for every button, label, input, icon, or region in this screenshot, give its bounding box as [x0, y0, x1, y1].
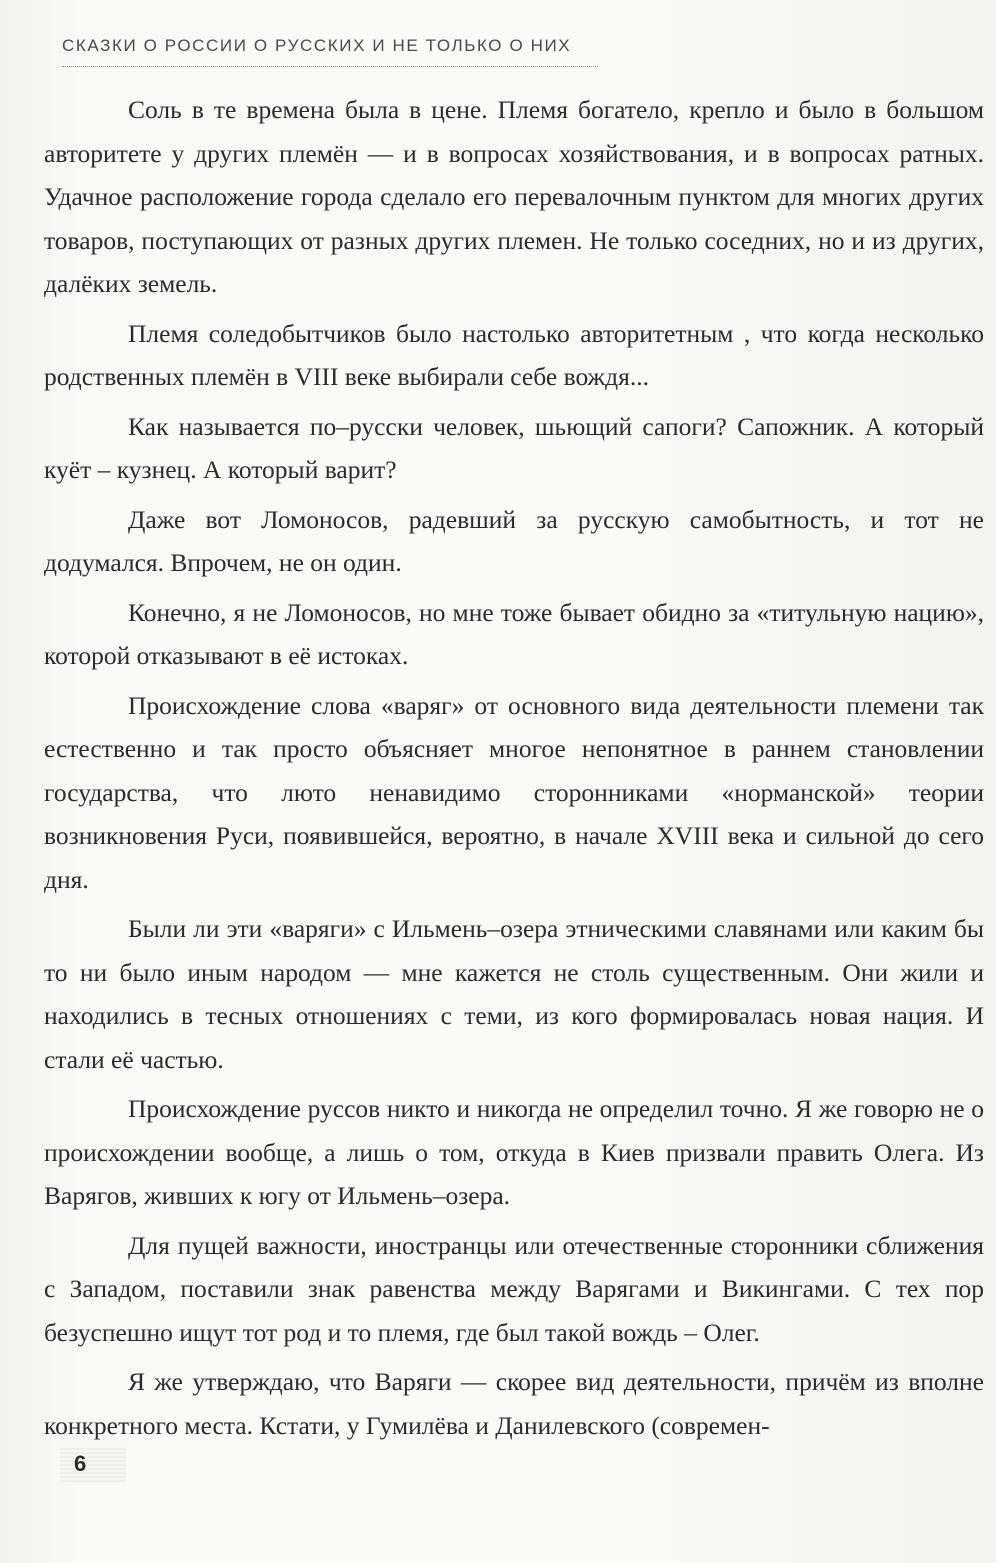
- paragraph: Происхождение слова «варяг» от основного вида деятельности племени так естественно и так просто объясняет многое непонятное в раннем становлении государства, что люто ненавидимо сторонниками «норманской» теории возникновения Руси, появившейся, вероятно, в начале XVIII века и сильной до сего дня.: [44, 690, 984, 894]
- running-header: СКАЗКИ О РОССИИ О РУССКИХ И НЕ ТОЛЬКО О НИХ: [62, 36, 572, 55]
- paragraph: Как называется по–русски человек, шьющий сапоги? Сапожник. А который куёт – кузнец. А который варит?: [44, 411, 984, 484]
- paragraph: Даже вот Ломоносов, радевший за русскую самобытность, и тот не додумался. Впрочем, не он один.: [44, 504, 984, 577]
- paragraph: Были ли эти «варяги» с Ильмень–озера этническими славянами или каким бы то ни было иным народом — мне кажется не столь существенным. Они жили и находились в тесных отношениях с теми, из кого формировалась новая нация. И стали её частью.: [44, 914, 984, 1074]
- paragraph: Племя соледобытчиков было настолько авторитетным , что когда несколько родственных племён в VIII веке выбирали себе вождя...: [44, 318, 984, 391]
- paragraph: Для пущей важности, иностранцы или отечественные сторонники сближения с Западом, поставили знак равенства между Варягами и Викингами. С тех пор безуспешно ищут тот род и то племя, где был такой вождь – Олег.: [44, 1230, 984, 1347]
- header-divider: [62, 66, 598, 67]
- page-number: 6: [60, 1446, 126, 1482]
- body-text: [44, 88, 984, 1447]
- paragraph: Соль в те времена была в цене. Племя богатело, крепло и было в большом авторитете у других племён — и в вопросах хозяйствования, и в вопросах ратных. Удачное расположение города сделало его перевалочным пунктом для многих других товаров, поступающих от разных других племен. Не только соседних, но и из других, далёких земель.: [44, 95, 984, 298]
- paragraph: Происхождение руссов никто и никогда не определил точно. Я же говорю не о происхождении вообще, а лишь о том, откуда в Киев призвали править Олега. Из Варягов, живших к югу от Ильмень–озера.: [44, 1094, 984, 1210]
- paragraph: Конечно, я не Ломоносов, но мне тоже бывает обидно за «титульную нацию», которой отказывают в её истоках.: [44, 597, 984, 670]
- paragraph: Я же утверждаю, что Варяги — скорее вид деятельности, причём из вполне конкретного места. Кстати, у Гумилёва и Данилевского (современ-: [44, 1367, 984, 1440]
